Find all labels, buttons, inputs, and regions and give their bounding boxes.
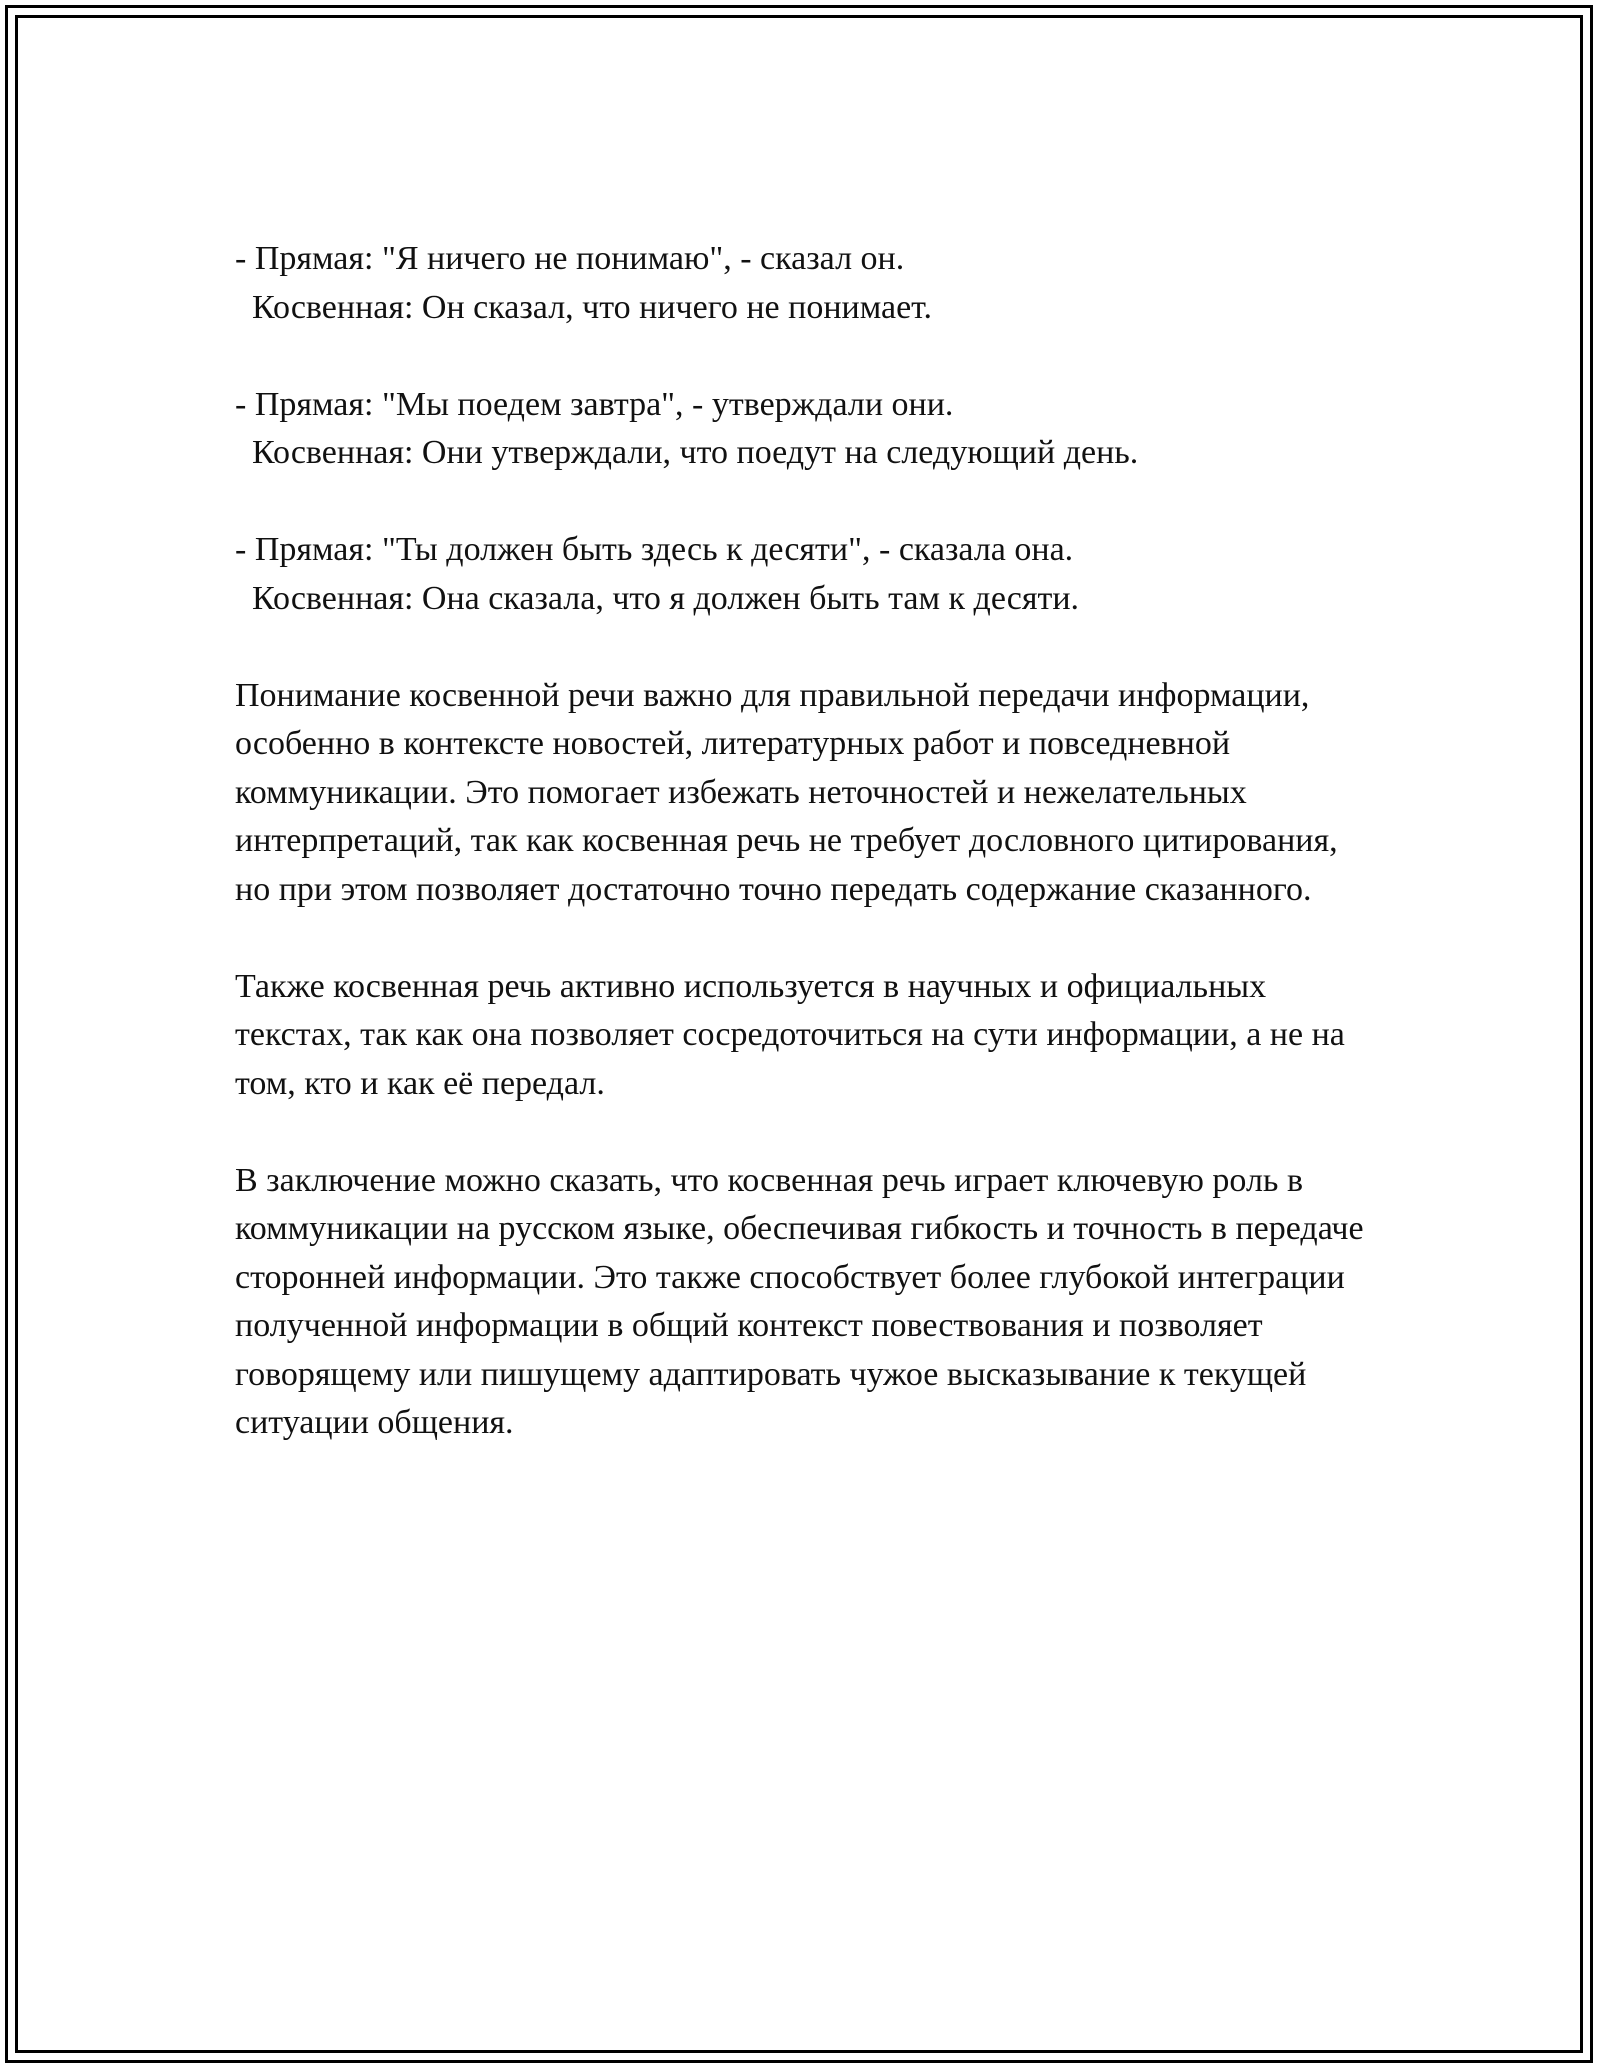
direct-speech-line: - Прямая: "Ты должен быть здесь к десяти", - сказала она. xyxy=(235,531,1074,568)
paragraph-importance: Понимание косвенной речи важно для правильной передачи информации, особенно в контексте новостей, литературных работ и повседневной коммуникации. Это помогает избежать неточностей и нежелательных интерпретаций, так как косвенная речь не требует дословного цитирования, но при этом позволяет достаточно точно передать содержание сказанного. xyxy=(235,676,1338,908)
paragraph-conclusion: В заключение можно сказать, что косвенная речь играет ключевую роль в коммуникации на русском языке, обеспечивая гибкость и точность в передаче сторонней информации. Это также способствует более глубокой интеграции полученной информации в общий контекст повествования и позволяет говорящему или пишущему адаптировать чужое высказывание к текущей ситуации общения. xyxy=(235,1161,1364,1441)
indirect-speech-line: Косвенная: Они утверждали, что поедут на следующий день. xyxy=(235,434,1139,471)
indirect-speech-line: Косвенная: Она сказала, что я должен быть там к десяти. xyxy=(235,579,1080,617)
direct-speech-line: - Прямая: "Я ничего не понимаю", - сказал он. xyxy=(235,240,905,277)
speech-example-3 xyxy=(235,526,1375,623)
indirect-speech-line: Косвенная: Он сказал, что ничего не понимает. xyxy=(235,288,932,326)
direct-speech-line: - Прямая: "Мы поедем завтра", - утверждали они. xyxy=(235,385,954,423)
speech-example-1 xyxy=(235,235,1375,332)
paragraph-scientific-usage: Также косвенная речь активно используется в научных и официальных текстах, так как она позволяет сосредоточиться на сути информации, а не на том, кто и как её передал. xyxy=(235,967,1345,1102)
speech-example-2 xyxy=(235,381,1375,478)
document-body xyxy=(235,235,1375,1496)
